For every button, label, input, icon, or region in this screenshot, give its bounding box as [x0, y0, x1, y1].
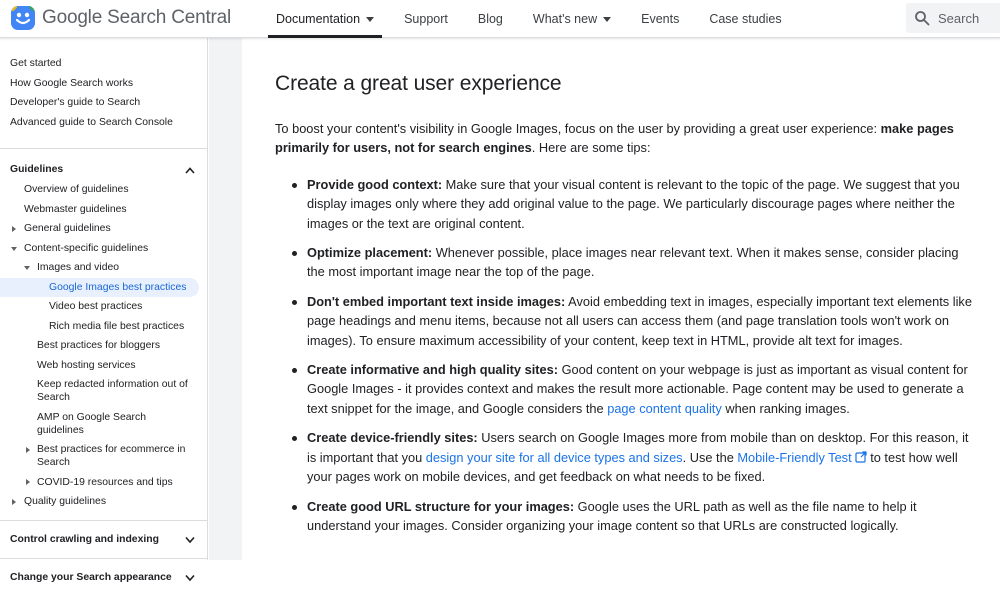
tip-title: Don't embed important text inside images:: [307, 293, 566, 309]
intro-paragraph: [275, 119, 978, 158]
nav-tab-label: Documentation: [276, 12, 361, 26]
caret-down-icon: [366, 17, 374, 22]
nav-tab-blog[interactable]: [470, 0, 511, 38]
sidebar-item-keep-redacted-information[interactable]: [0, 375, 207, 407]
sidebar-item-best-practices-for-bloggers[interactable]: [0, 336, 207, 356]
list-item: [275, 292, 978, 350]
sidebar-section-crawling-indexing[interactable]: [0, 520, 207, 558]
nav-tab-whats-new[interactable]: [525, 0, 619, 38]
sidebar-divider: [0, 148, 207, 149]
list-item: [275, 243, 978, 282]
nav-tab-support[interactable]: [396, 0, 456, 38]
list-item: [275, 428, 978, 486]
expand-arrow-icon: [12, 226, 16, 232]
collapse-arrow-icon: [11, 247, 17, 251]
tip-title: Optimize placement:: [307, 245, 433, 261]
sidebar-item-quality-guidelines[interactable]: [0, 492, 207, 512]
collapse-arrow-icon: [24, 266, 30, 270]
sidebar-link-get-started[interactable]: Get started: [10, 58, 62, 69]
expand-arrow-icon: [12, 499, 16, 505]
sidebar-section-label: Control crawling and indexing: [10, 534, 159, 546]
sidebar-item-video-best-practices[interactable]: [0, 297, 207, 317]
expand-arrow-icon: [26, 447, 30, 453]
sidebar-item-amp-guidelines[interactable]: [0, 407, 207, 439]
sidebar-item-label: COVID-19 resources and tips: [37, 476, 173, 488]
nav-tab-label: What's new: [532, 12, 598, 26]
nav-tab-label: Case studies: [709, 12, 782, 26]
tip-text-mid: . Use the: [682, 449, 738, 465]
search-box[interactable]: [906, 3, 1000, 33]
tips-list: [275, 175, 978, 536]
search-icon: [914, 10, 930, 26]
sidebar-section-guidelines[interactable]: [0, 160, 207, 180]
sidebar-item-label: Images and video: [37, 262, 120, 274]
sidebar-item-content-specific-guidelines[interactable]: [0, 239, 207, 259]
sidebar-item-ecommerce-best-practices[interactable]: [0, 440, 207, 472]
chevron-down-icon: [185, 574, 195, 582]
sidebar-item-google-images-best-practices[interactable]: [0, 278, 199, 298]
intro-text-end: . Here are some tips:: [531, 140, 651, 156]
site-logo[interactable]: [10, 5, 231, 31]
search-placeholder: Search: [938, 10, 980, 26]
intro-bold-text: make pages primarily for users, not for search engines: [275, 121, 954, 156]
external-link-icon: [855, 451, 867, 463]
sidebar-item-label: General guidelines: [24, 223, 111, 235]
mobile-friendly-test-link[interactable]: [737, 450, 866, 465]
sidebar-link-developers-guide[interactable]: Developer's guide to Search: [10, 97, 141, 108]
sidebar-item-overview-of-guidelines[interactable]: [0, 180, 207, 200]
top-app-bar: [0, 0, 1000, 38]
nav-tab-case-studies[interactable]: [701, 0, 789, 38]
nav-tab-label: Events: [641, 12, 680, 26]
device-design-link[interactable]: design your site for all device types and sizes: [425, 449, 683, 465]
link-label: Mobile-Friendly Test: [737, 449, 852, 465]
sidebar-item-label: Keep redacted information out of Search: [37, 379, 188, 404]
expand-arrow-icon: [26, 479, 30, 485]
list-item: [275, 360, 978, 418]
page-content-quality-link[interactable]: page content quality: [607, 400, 722, 416]
tip-title: Create device-friendly sites:: [307, 430, 478, 446]
sidebar-item-label: Rich media file best practices: [49, 320, 185, 332]
nav-tab-documentation[interactable]: [268, 0, 382, 38]
sidebar-item-label: Content-specific guidelines: [24, 242, 149, 254]
sidebar-item-rich-media-file-best-practices[interactable]: [0, 317, 207, 337]
list-item: [275, 497, 978, 536]
nav-tab-label: Blog: [477, 12, 503, 26]
sidebar-item-label: Webmaster guidelines: [24, 203, 127, 215]
sidebar-item-label: AMP on Google Search guidelines: [37, 411, 146, 436]
top-nav: [268, 0, 804, 38]
search-central-logo-icon: [10, 5, 36, 31]
sidebar-item-label: Quality guidelines: [24, 496, 107, 508]
list-item: [275, 175, 978, 233]
tip-title: Create good URL structure for your images:: [307, 498, 575, 514]
tip-text: Avoid embedding text in images, especially important text elements like page headings and menu items, because not all users can access them (and page translation tools won't work on images). To ensure maximum accessibility of your content, keep text in HTML, provide alt text for images.: [307, 293, 972, 348]
content-gutter: [209, 38, 242, 560]
sidebar-item-label: Overview of guidelines: [24, 184, 129, 196]
tip-text: Good content on your webpage is just as important as visual content for Google Images - it provides context and makes the result more actionable. Page content may be used to generate a text snippet for the image, and Google considers the: [307, 362, 968, 416]
tip-text: Whenever possible, place images near relevant text. When it makes sense, consider placing the most important image near the top of the page.: [307, 245, 959, 280]
sidebar-item-label: Web hosting services: [37, 359, 136, 371]
tip-text: Google uses the URL path as well as the file name to help it understand your images. Consider organizing your image content so that URLs are constructed logically.: [307, 498, 917, 533]
chevron-down-icon: [185, 536, 195, 544]
tip-title: Provide good context:: [307, 176, 443, 192]
sidebar-item-label: Best practices for ecommerce in Search: [37, 444, 186, 469]
tip-title: Create informative and high quality sites:: [307, 362, 559, 378]
sidebar-section-search-appearance[interactable]: [0, 558, 207, 596]
sidebar-item-webmaster-guidelines[interactable]: [0, 200, 207, 220]
sidebar-top-links: [0, 38, 207, 132]
sidebar-item-label: Best practices for bloggers: [37, 340, 161, 352]
intro-text: To boost your content's visibility in Google Images, focus on the user by providing a great user experience:: [275, 121, 881, 136]
tip-text-end: when ranking images.: [721, 400, 850, 416]
page-title: Create a great user experience: [275, 72, 562, 95]
sidebar-item-label: Google Images best practices: [49, 281, 187, 293]
left-nav: [0, 38, 208, 584]
nav-tab-events[interactable]: [633, 0, 687, 38]
tip-text-end: to test how well your pages work on mobile devices, and get feedback on what needs to be fixed.: [307, 449, 958, 485]
tip-text: Make sure that your visual content is relevant to the topic of the page. We suggest that you display images only where they add original value to the page. We particularly discourage pages where neither the images or the text are original content.: [307, 176, 960, 231]
sidebar-link-advanced-guide[interactable]: Advanced guide to Search Console: [10, 116, 173, 128]
main-content: [242, 38, 1000, 560]
chevron-up-icon: [185, 166, 195, 174]
caret-down-icon: [603, 17, 611, 22]
sidebar-section-label: Guidelines: [10, 164, 64, 175]
sidebar-item-covid-resources[interactable]: [0, 472, 207, 492]
sidebar-item-label: Video best practices: [49, 301, 143, 313]
sidebar-item-images-and-video[interactable]: [0, 258, 207, 278]
sidebar-item-general-guidelines[interactable]: [0, 219, 207, 239]
tip-text: Users search on Google Images more from mobile than on desktop. For this reason, it is important that you: [307, 430, 969, 465]
sidebar-link-how-search-works[interactable]: How Google Search works: [10, 77, 134, 89]
site-name: Google Search Central: [42, 7, 232, 28]
nav-tab-label: Support: [404, 12, 448, 26]
sidebar-section-label: Change your Search appearance: [10, 572, 172, 584]
sidebar-item-web-hosting-services[interactable]: [0, 356, 207, 376]
